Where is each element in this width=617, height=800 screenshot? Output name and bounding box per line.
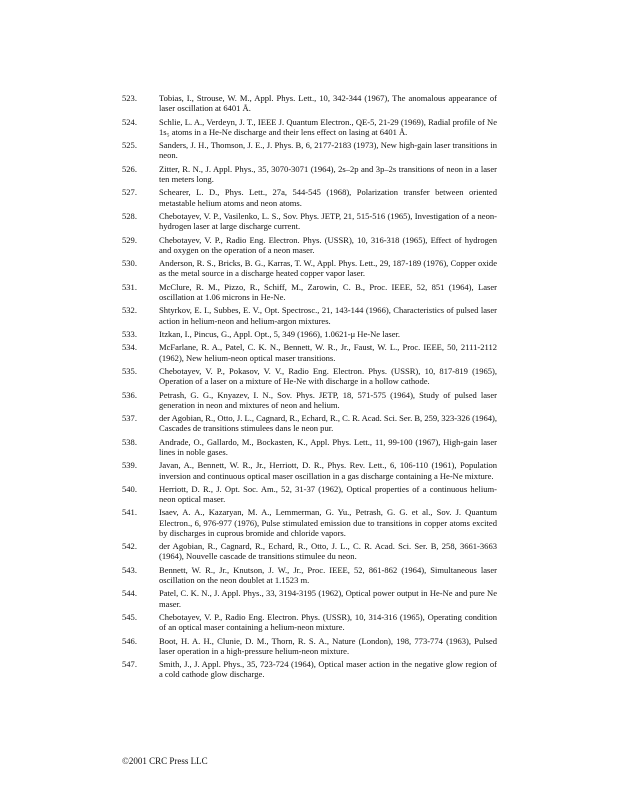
reference-item bbox=[122, 541, 497, 561]
copyright-footer: ©2001 CRC Press LLC bbox=[122, 756, 208, 766]
reference-text: McClure, R. M., Pizzo, R., Schiff, M., Zarowin, C. B., Proc. IEEE, 52, 851 (1964), Laser oscillation at 1.06 microns in He-Ne. bbox=[159, 281, 497, 302]
reference-text: Petrash, G. G., Knyazev, I. N., Sov. Phys. JETP, 18, 571-575 (1964), Study of pulsed laser generation in neon and mixtures of neon and helium. bbox=[159, 389, 497, 410]
reference-item bbox=[122, 366, 497, 386]
reference-number: 523. bbox=[122, 93, 137, 103]
reference-item bbox=[122, 211, 497, 231]
reference-number: 535. bbox=[122, 365, 137, 376]
reference-item bbox=[122, 413, 497, 433]
reference-item bbox=[122, 636, 497, 656]
reference-item bbox=[122, 507, 497, 538]
reference-item bbox=[122, 329, 497, 339]
reference-item bbox=[122, 305, 497, 325]
reference-number: 530. bbox=[122, 258, 137, 269]
reference-number: 544. bbox=[122, 588, 137, 599]
reference-item bbox=[122, 437, 497, 457]
reference-text: Bennett, W. R., Jr., Knutson, J. W., Jr., Proc. IEEE, 52, 861-862 (1964), Simultaneous laser oscillation on the neon doublet at 1.1523 m. bbox=[159, 564, 497, 586]
reference-item bbox=[122, 164, 497, 184]
reference-item bbox=[122, 140, 497, 160]
reference-item bbox=[122, 612, 497, 632]
reference-number: 533. bbox=[122, 328, 137, 339]
reference-number: 528. bbox=[122, 210, 137, 221]
reference-number: 529. bbox=[122, 234, 137, 245]
reference-item bbox=[122, 282, 497, 302]
reference-item bbox=[122, 484, 497, 504]
reference-number: 540. bbox=[122, 483, 137, 494]
reference-item bbox=[122, 460, 497, 480]
reference-number: 525. bbox=[122, 140, 137, 151]
reference-item bbox=[122, 342, 497, 362]
reference-text: der Agobian, R., Otto, J. L., Cagnard, R., Echard, R., C. R. Acad. Sci. Ser. B, 259, 323-326 (1964), Cascades de transitions stimulees dans le neon pur. bbox=[159, 413, 497, 434]
reference-number: 539. bbox=[122, 460, 137, 471]
reference-text: Isaev, A. A., Kazaryan, M. A., Lemmerman, G. Yu., Petrash, G. G. et al., Sov. J. Quantum Electron., 6, 976-977 (1976), Pulse stimulated emission due to transitions in copper atoms excited by discharges in cuprous bromide and chloride vapors. bbox=[159, 507, 497, 538]
reference-list bbox=[122, 93, 497, 683]
reference-number: 526. bbox=[122, 163, 137, 174]
reference-text: Javan, A., Bennett, W. R., Jr., Herriott, D. R., Phys. Rev. Lett., 6, 106-110 (1961), Population inversion and continuous optical maser oscillation in a gas discharge containing a He-Ne mixture. bbox=[159, 460, 497, 481]
reference-text: Chebotayev, V. P., Pokasov, V. V., Radio Eng. Electron. Phys. (USSR), 10, 817-819 (1965), Operation of a laser on a mixture of He-Ne with discharge in a hollow cathode. bbox=[159, 365, 497, 387]
reference-text: Chebotayev, V. P., Vasilenko, L. S., Sov. Phys. JETP, 21, 515-516 (1965), Investigation of a neon-hydrogen laser at large discharge current. bbox=[159, 210, 497, 232]
reference-number: 541. bbox=[122, 507, 137, 518]
reference-number: 547. bbox=[122, 659, 137, 670]
reference-text: Smith, J., J. Appl. Phys., 35, 723-724 (1964), Optical maser action in the negative glow region of a cold cathode glow discharge. bbox=[159, 659, 497, 680]
reference-item bbox=[122, 93, 497, 113]
reference-text: Anderson, R. S., Bricks, B. G., Karras, T. W., Appl. Phys. Lett., 29, 187-189 (1976), Copper oxide as the metal source in a discharge heated copper vapor laser. bbox=[159, 258, 497, 279]
reference-text: Tobias, I., Strouse, W. M., Appl. Phys. Lett., 10, 342-344 (1967), The anomalous appearance of laser oscillation at 6401 Å. bbox=[159, 93, 497, 114]
reference-text: Boot, H. A. H., Clunie, D. M., Thorn, R. S. A., Nature (London), 198, 773-774 (1963), Pulsed laser operation in a high-pressure helium-neon mixture. bbox=[159, 635, 497, 656]
reference-number: 532. bbox=[122, 305, 137, 316]
reference-text: Chebotayev, V. P., Radio Eng. Electron. Phys. (USSR), 10, 316-318 (1965), Effect of hydrogen and oxygen on the operation of a neon maser. bbox=[159, 234, 497, 255]
reference-text: Itzkan, I., Pincus, G., Appl. Opt., 5, 349 (1966), 1.0621-μ He-Ne laser. bbox=[159, 328, 401, 339]
reference-item bbox=[122, 390, 497, 410]
reference-item bbox=[122, 187, 497, 207]
reference-text: Patel, C. K. N., J. Appl. Phys., 33, 3194-3195 (1962), Optical power output in He-Ne and pure Ne maser. bbox=[159, 588, 497, 609]
reference-text: Herriott, D. R., J. Opt. Soc. Am., 52, 31-37 (1962), Optical properties of a continuous helium-neon optical maser. bbox=[159, 483, 497, 505]
reference-number: 527. bbox=[122, 187, 137, 198]
reference-text: Schearer, L. D., Phys. Lett., 27a, 544-545 (1968), Polarization transfer between oriented metastable helium atoms and neon atoms. bbox=[159, 187, 497, 208]
reference-item bbox=[122, 659, 497, 679]
reference-number: 537. bbox=[122, 413, 137, 424]
reference-item bbox=[122, 565, 497, 585]
reference-item bbox=[122, 235, 497, 255]
reference-number: 545. bbox=[122, 612, 137, 623]
reference-number: 546. bbox=[122, 635, 137, 646]
reference-text: Shtyrkov, E. I., Subbes, E. V., Opt. Spectrosc., 21, 143-144 (1966), Characteristics of pulsed laser action in helium-neon and helium-argon mixtures. bbox=[159, 305, 497, 326]
reference-text: Schlie, L. A., Verdeyn, J. T., IEEE J. Quantum Electron., QE-5, 21-29 (1969), Radial profile of Ne 1s₅ atoms in a He-Ne discharge and their lens effect on lasing at 6401 Å. bbox=[159, 116, 497, 137]
reference-item bbox=[122, 258, 497, 278]
reference-item bbox=[122, 588, 497, 608]
reference-text: Zitter, R. N., J. Appl. Phys., 35, 3070-3071 (1964), 2s–2p and 3p–2s transitions of neon in a laser ten meters long. bbox=[159, 163, 497, 184]
reference-text: McFarlane, R. A., Patel, C. K. N., Bennett, W. R., Jr., Faust, W. L., Proc. IEEE, 50, 2111-2112 (1962), New helium-neon optical maser transitions. bbox=[159, 342, 497, 363]
reference-text: Sanders, J. H., Thomson, J. E., J. Phys. B, 6, 2177-2183 (1973), New high-gain laser transitions in neon. bbox=[159, 140, 497, 161]
reference-item bbox=[122, 117, 497, 137]
reference-number: 542. bbox=[122, 541, 137, 552]
reference-number: 543. bbox=[122, 564, 137, 575]
reference-number: 538. bbox=[122, 436, 137, 447]
reference-number: 524. bbox=[122, 116, 137, 127]
reference-text: der Agobian, R., Cagnard, R., Echard, R., Otto, J. L., C. R. Acad. Sci. Ser. B, 258, 3661-3663 (1964), Nouvelle cascade de transitions stimulee du neon. bbox=[159, 541, 497, 562]
reference-text: Chebotayev, V. P., Radio Eng. Electron. Phys. (USSR), 10, 314-316 (1965), Operating condition of an optical maser containing a helium-neon mixture. bbox=[159, 612, 497, 633]
reference-number: 536. bbox=[122, 389, 137, 400]
reference-number: 531. bbox=[122, 281, 137, 292]
reference-number: 534. bbox=[122, 342, 137, 353]
reference-text: Andrade, O., Gallardo, M., Bockasten, K., Appl. Phys. Lett., 11, 99-100 (1967), High-gain laser lines in noble gases. bbox=[159, 436, 497, 457]
